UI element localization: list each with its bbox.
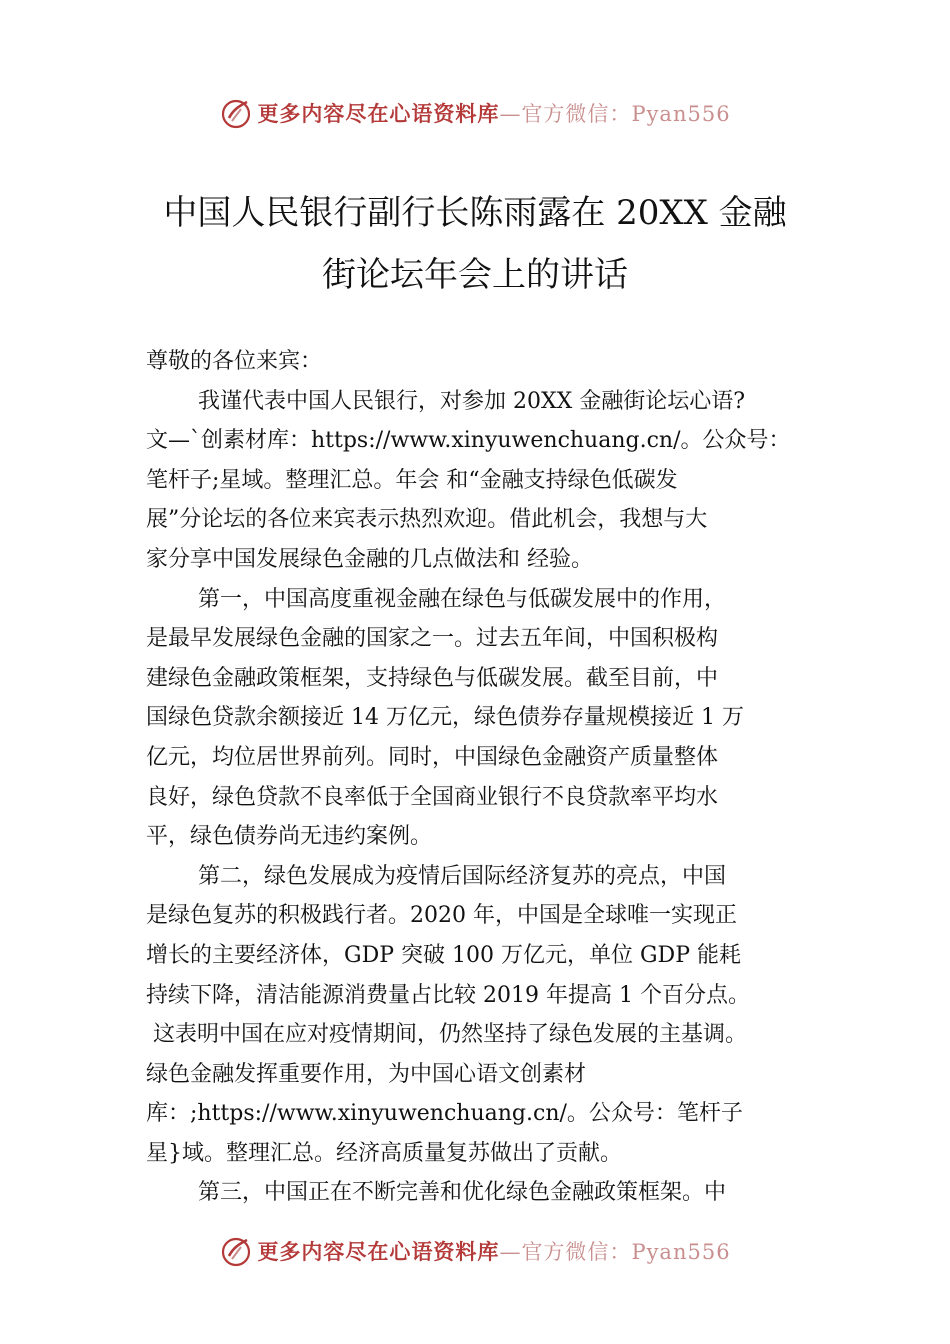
body-line: 第二，绿色发展成为疫情后国际经济复苏的亮点，中国 — [198, 863, 727, 889]
document-title — [120, 182, 830, 306]
body-line: 良好，绿色贷款不良率低于全国商业银行不良贷款率平均水 — [146, 784, 719, 810]
body-line: 库：;https://www.xinyuwenchuang.cn/。公众号：笔杆子 — [146, 1101, 743, 1127]
body-line: 这表明中国在应对疫情期间，仍然坚持了绿色发展的主基调。 — [146, 1022, 747, 1048]
title-line-1: 中国人民银行副行长陈雨露在 20XX 金融 — [163, 193, 787, 233]
body-line: 笔杆子;星域。整理汇总。年会 和“金融支持绿色低碳发 — [146, 467, 678, 493]
body-line: 第三，中国正在不断完善和优化绿色金融政策框架。中 — [198, 1180, 727, 1206]
xinyu-logo-icon — [219, 1234, 253, 1268]
body-line: 是绿色复苏的积极践行者。2020 年，中国是全球唯一实现正 — [146, 903, 737, 929]
body-line: 尊敬的各位来宾： — [146, 349, 323, 374]
body-line: 亿元，均位居世界前列。同时，中国绿色金融资产质量整体 — [146, 744, 719, 770]
body-line: 建绿色金融政策框架，支持绿色与低碳发展。截至目前，中 — [146, 665, 719, 691]
body-line: 文—`创素材库：https://www.xinyuwenchuang.cn/。公众号： — [146, 428, 791, 454]
title-line-2: 街论坛年会上的讲话 — [322, 255, 628, 295]
body-line: 平，绿色债券尚无违约案例。 — [146, 824, 433, 850]
body-line: 国绿色贷款余额接近 14 万亿元，绿色债券存量规模接近 1 万 — [146, 705, 744, 731]
header-banner — [0, 96, 950, 136]
body-line: 增长的主要经济体，GDP 突破 100 万亿元，单位 GDP 能耗 — [146, 942, 741, 968]
footer-banner — [0, 1234, 950, 1274]
body-line: 第一，中国高度重视金融在绿色与低碳发展中的作用， — [198, 586, 727, 612]
body-line: 绿色金融发挥重要作用，为中国心语文创素材 — [146, 1061, 587, 1087]
body-line: 展”分论坛的各位来宾表示热烈欢迎。借此机会，我想与大 — [146, 507, 708, 533]
body-line: 我谨代表中国人民银行，对参加 20XX 金融街论坛心语? — [198, 388, 746, 414]
banner-text: 更多内容尽在心语资料库—官方微信：Pyan556 — [257, 101, 731, 126]
body-line: 家分享中国发展绿色金融的几点做法和 经验。 — [146, 546, 593, 572]
banner-text: 更多内容尽在心语资料库—官方微信：Pyan556 — [257, 1239, 731, 1264]
document-body — [146, 342, 846, 1213]
body-line: 星}域。整理汇总。经济高质量复苏做出了贡献。 — [146, 1140, 622, 1166]
body-line: 持续下降，清洁能源消费量占比较 2019 年提高 1 个百分点。 — [146, 982, 750, 1008]
body-line: 是最早发展绿色金融的国家之一。过去五年间，中国积极构 — [146, 626, 719, 652]
xinyu-logo-icon — [219, 96, 253, 130]
